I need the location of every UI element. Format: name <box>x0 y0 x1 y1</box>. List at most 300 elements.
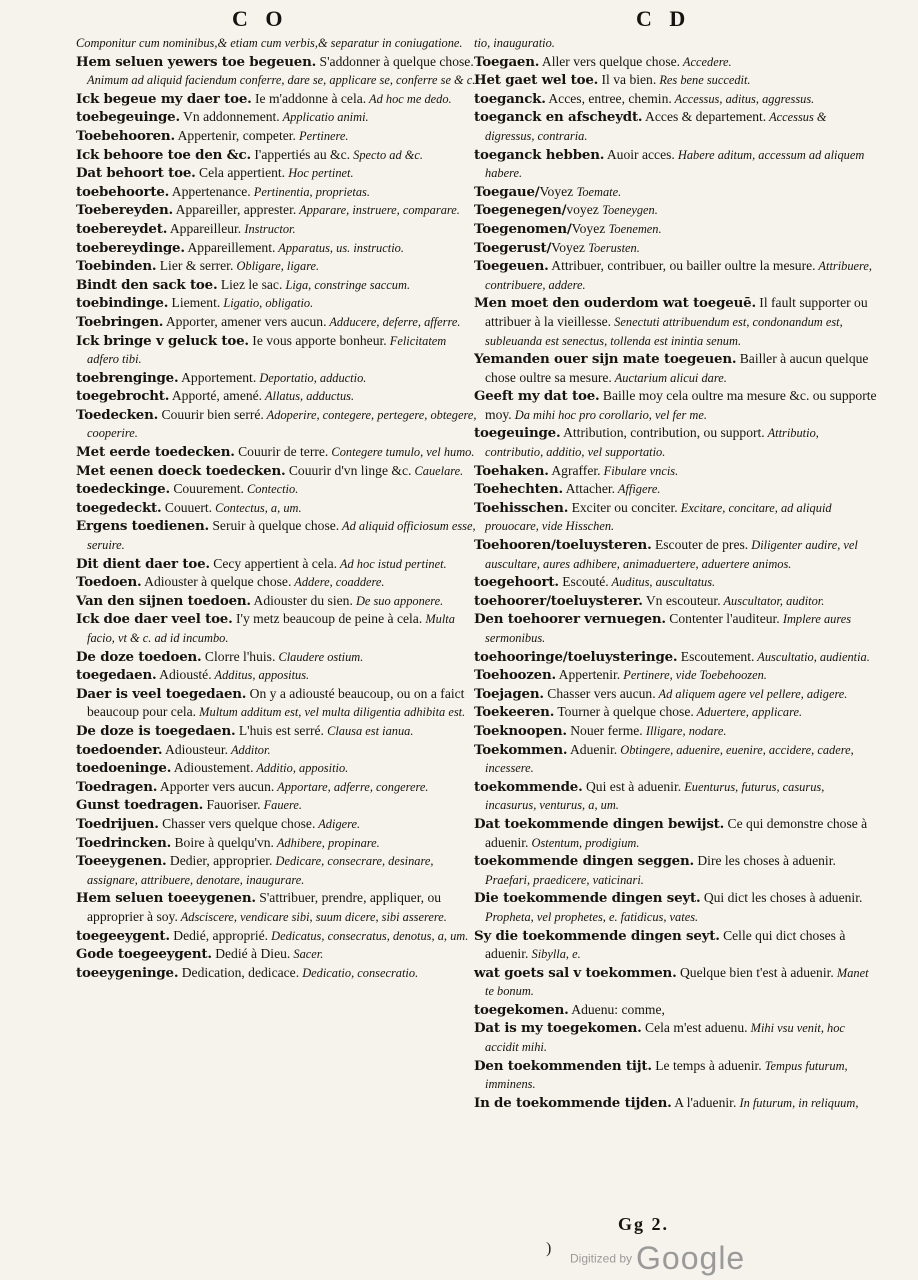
french-gloss: Liement. <box>168 295 221 311</box>
headword: toehoorer/toeluysterer. <box>474 592 643 609</box>
dictionary-entry <box>76 573 480 592</box>
headword: Daer is veel toegedaen. <box>76 685 247 702</box>
latin-gloss: Diligenter audire, vel auscultare, aures adhibere, animaduertere, aduertere animos. <box>485 538 858 571</box>
french-gloss: Vn addonnement. <box>179 109 280 125</box>
french-gloss: Quelque bien t'est à aduenir. <box>676 964 834 980</box>
dictionary-entry <box>474 927 878 964</box>
french-gloss: Ce qui demonstre chose à aduenir. <box>485 815 868 850</box>
dictionary-entry <box>76 34 480 53</box>
french-gloss: Adioustement. <box>171 760 254 776</box>
french-gloss: Appareillement. <box>184 239 276 255</box>
headword: toedoeninge. <box>76 760 172 777</box>
headword: Toehoozen. <box>474 667 556 684</box>
signature-mark: Gg 2. <box>618 1214 670 1234</box>
dictionary-entry <box>76 443 480 462</box>
headword: toegeuinge. <box>474 425 561 442</box>
latin-gloss: Dedicatio, consecratio. <box>299 965 419 980</box>
headword: Dat is my toegekomen. <box>474 1020 642 1037</box>
dictionary-entry <box>474 294 878 350</box>
french-gloss: Cecy appertient à cela. <box>209 555 338 571</box>
right-column <box>474 34 878 1112</box>
latin-gloss: Fibulare vncis. <box>600 463 679 478</box>
headword: De doze toedoen. <box>76 648 202 665</box>
latin-gloss: Apportare, adferre, congerere. <box>274 779 429 794</box>
headword: Met eenen doeck toedecken. <box>76 462 286 479</box>
headword: toekommende dingen seggen. <box>474 853 694 870</box>
dictionary-entry <box>76 517 480 554</box>
headword: Ick doe daer veel toe. <box>76 611 233 628</box>
digitized-watermark <box>570 1240 745 1277</box>
dictionary-entry <box>474 480 878 499</box>
latin-gloss: Illigare, nodare. <box>642 723 727 738</box>
latin-gloss: Adhibere, propinare. <box>273 835 380 850</box>
headword: Toebinden. <box>76 258 157 275</box>
headword: Toegerust/ <box>474 239 552 256</box>
french-gloss: Acces & departement. <box>642 109 767 125</box>
french-gloss: S'attribuer, prendre, appliquer, ou approprier à soy. <box>87 890 442 924</box>
dictionary-entry <box>474 350 878 387</box>
dictionary-entry <box>76 852 480 889</box>
dictionary-entry <box>76 889 480 926</box>
french-gloss: Contenter l'auditeur. <box>665 611 780 627</box>
latin-gloss: Tempus futurum, imminens. <box>485 1058 848 1092</box>
watermark-logo: Google <box>636 1240 746 1276</box>
latin-gloss: Attribuere, contribuere, addere. <box>485 259 873 292</box>
dictionary-entry <box>474 964 878 1001</box>
latin-gloss: De suo apponere. <box>352 593 444 608</box>
headword: Ick behoore toe den &c. <box>76 146 251 163</box>
latin-gloss: Felicitatem adfero tibi. <box>87 333 447 367</box>
latin-gloss: Contectus, a, um. <box>212 500 302 515</box>
headword: Toehaken. <box>474 462 549 479</box>
latin-gloss: Liga, constringe saccum. <box>282 277 411 292</box>
headword: De doze is toegedaen. <box>76 722 236 739</box>
french-gloss: Appareilleur. <box>167 220 242 236</box>
latin-gloss: Auscultatio, audientia. <box>754 649 870 664</box>
french-gloss: Apporter, amener vers aucun. <box>163 313 327 329</box>
dictionary-entry <box>76 722 480 741</box>
headword: toegehoort. <box>474 574 559 591</box>
headword: wat goets sal v toekommen. <box>474 964 677 981</box>
dictionary-entry <box>474 648 878 667</box>
dictionary-entry <box>76 146 480 165</box>
latin-gloss: Adigere. <box>315 816 361 831</box>
dictionary-entry <box>76 201 480 220</box>
headword: Geeft my dat toe. <box>474 388 600 405</box>
french-gloss: Liez le sac. <box>217 276 283 292</box>
latin-gloss: Auditus, auscultatus. <box>608 575 716 590</box>
french-gloss: Dedication, dedicace. <box>178 964 300 980</box>
headword: Toeknoopen. <box>474 722 567 739</box>
french-gloss: Aller vers quelque chose. <box>539 53 681 69</box>
headword: Ick begeue my daer toe. <box>76 90 252 107</box>
latin-gloss: Fauere. <box>260 798 303 813</box>
dictionary-entry <box>474 387 878 424</box>
french-gloss: Attribuer, contribuer, ou bailler oultre la mesure. <box>548 258 816 274</box>
french-gloss: Seruir à quelque chose. <box>208 518 340 534</box>
dictionary-entry <box>76 183 480 202</box>
dictionary-entry <box>76 387 480 406</box>
latin-gloss: Adoperire, contegere, pertegere, obtegere, cooperire. <box>87 407 477 441</box>
dictionary-entry <box>76 741 480 760</box>
headword: toehooringe/toeluysteringe. <box>474 648 678 665</box>
french-gloss: Le temps à aduenir. <box>651 1057 762 1073</box>
dictionary-entry <box>474 239 878 258</box>
latin-gloss: Accedere. <box>680 54 732 69</box>
headword: Toeeygenen. <box>76 853 167 870</box>
latin-gloss: Accessus, aditus, aggressus. <box>671 91 815 106</box>
latin-gloss: Hoc pertinet. <box>285 166 354 181</box>
french-gloss: Apporté, amené. <box>169 388 263 404</box>
headword: toebehoorte. <box>76 183 170 200</box>
dictionary-entry <box>76 480 480 499</box>
latin-gloss: Ad hoc istud pertinet. <box>337 556 447 571</box>
dictionary-entry <box>474 666 878 685</box>
latin-gloss: Propheta, vel prophetes, e. fatidicus, vates. <box>485 909 699 924</box>
french-gloss: Bailler à aucun quelque chose oultre sa mesure. <box>485 351 869 385</box>
french-gloss: A l'aduenir. <box>671 1094 737 1110</box>
dictionary-entry <box>474 90 878 109</box>
french-gloss: Voyez <box>539 183 577 199</box>
latin-gloss: Additio, appositio. <box>253 761 349 776</box>
dictionary-entry <box>474 1001 878 1020</box>
headword: Toehisschen. <box>474 499 569 516</box>
headword: Ergens toedienen. <box>76 518 209 535</box>
latin-gloss: Ad aliquem agere vel pellere, adigere. <box>655 686 848 701</box>
headword: Ick bringe v geluck toe. <box>76 332 249 349</box>
dictionary-entry <box>474 146 878 183</box>
french-gloss: I'appertiés au &c. <box>250 146 351 162</box>
page-header-right: C D <box>636 6 692 31</box>
french-gloss: Fauoriser. <box>203 797 261 813</box>
latin-gloss: Excitare, concitare, ad aliquid prouocare, vide Hisschen. <box>485 500 832 534</box>
latin-gloss: Specto ad &c. <box>350 147 423 162</box>
dictionary-entry <box>76 834 480 853</box>
french-gloss: Acces, entree, chemin. <box>545 90 672 106</box>
french-gloss: Escouté. <box>558 574 609 590</box>
page-header-left: C O <box>232 6 289 31</box>
french-gloss: Voyez <box>571 220 609 236</box>
french-gloss: Agraffer. <box>548 462 601 478</box>
headword: Toedrijuen. <box>76 815 159 832</box>
headword: Sy die toekommende dingen seyt. <box>474 927 720 944</box>
dictionary-entry <box>76 610 480 647</box>
french-gloss: Adiouster du sien. <box>250 592 353 608</box>
watermark-small-text: Digitized by <box>570 1251 633 1266</box>
french-gloss: Couurir de terre. <box>234 444 329 460</box>
french-gloss: Il fault supporter ou attribuer à la vieillesse. <box>485 295 868 329</box>
latin-gloss: Habere aditum, accessum ad aliquem habere. <box>485 147 865 181</box>
dictionary-entry <box>76 108 480 127</box>
latin-gloss: Euenturus, futurus, casurus, incasurus, venturus, a, um. <box>485 779 825 813</box>
latin-gloss: Aduertere, applicare. <box>693 705 803 720</box>
latin-gloss: Allatus, adductus. <box>262 389 355 404</box>
latin-gloss: Pertinere, vide Toebehoozen. <box>620 668 767 683</box>
headword: toebegeuinge. <box>76 109 180 126</box>
dictionary-entry <box>76 555 480 574</box>
dictionary-entry <box>474 53 878 72</box>
latin-gloss: Applicatio animi. <box>279 110 369 125</box>
dictionary-entry <box>76 127 480 146</box>
headword: Hem seluen toeeygenen. <box>76 890 256 907</box>
french-gloss: Appareiller, apprester. <box>173 202 297 218</box>
headword: Toegenomen/ <box>474 220 572 237</box>
french-gloss: Couurement. <box>169 481 244 497</box>
latin-gloss: Dedicare, consecrare, desinare, assignare, attribuere, denotare, inaugurare. <box>87 854 434 887</box>
latin-gloss: Auctarium alicui dare. <box>611 370 727 385</box>
french-gloss: Escoutement. <box>677 648 755 664</box>
dictionary-entry <box>474 815 878 852</box>
dictionary-entry <box>474 34 878 53</box>
headword: Gode toegeeygent. <box>76 946 212 963</box>
dictionary-entry <box>474 536 878 573</box>
latin-gloss: Ad aliquid officiosum esse, seruire. <box>87 519 476 553</box>
dictionary-entry <box>474 889 878 926</box>
latin-gloss: Claudere ostium. <box>275 649 364 664</box>
headword: toebrenginge. <box>76 369 179 386</box>
latin-gloss: Instructor. <box>241 221 296 236</box>
latin-gloss: Implere aures sermonibus. <box>485 612 852 645</box>
headword: In de toekommende tijden. <box>474 1094 672 1111</box>
french-gloss: Dedié à Dieu. <box>211 946 291 962</box>
dictionary-entry <box>474 592 878 611</box>
dictionary-entry <box>474 722 878 741</box>
headword: toegekomen. <box>474 1001 569 1018</box>
dictionary-entry <box>76 276 480 295</box>
headword: Gunst toedragen. <box>76 797 204 814</box>
french-gloss: voyez <box>566 202 603 218</box>
dictionary-entry <box>76 778 480 797</box>
latin-gloss: Mihi vsu venit, hoc accidit mihi. <box>485 1021 845 1055</box>
headword: Toehooren/toeluysteren. <box>474 537 652 554</box>
left-column <box>76 34 480 982</box>
dictionary-entry <box>76 759 480 778</box>
dictionary-entry <box>76 90 480 109</box>
latin-gloss: Res bene succedit. <box>656 73 751 88</box>
dictionary-entry <box>474 1094 878 1113</box>
dictionary-entry <box>76 164 480 183</box>
headword: toebindinge. <box>76 295 169 312</box>
latin-gloss: Componitur cum nominibus,& etiam cum verbis,& separatur in coniugatione. <box>76 36 463 50</box>
headword: Toedragen. <box>76 778 158 795</box>
french-gloss: Qui dict les choses à aduenir. <box>700 890 863 906</box>
headword: Yemanden ouer sijn mate toegeuen. <box>474 351 737 368</box>
dictionary-entry <box>474 220 878 239</box>
headword: Met eerde toedecken. <box>76 444 235 461</box>
headword: toegedaen. <box>76 667 157 684</box>
latin-gloss: Sacer. <box>290 947 324 962</box>
dictionary-entry <box>76 220 480 239</box>
latin-gloss: Additor. <box>228 742 271 757</box>
headword: Toedoen. <box>76 574 142 591</box>
headword: Hem seluen yewers toe begeuen. <box>76 53 317 70</box>
headword: Toekommen. <box>474 741 568 758</box>
french-gloss: I'y metz beaucoup de peine à cela. <box>232 611 423 627</box>
headword: Toebehooren. <box>76 127 175 144</box>
latin-gloss: Affigere. <box>615 482 661 497</box>
french-gloss: Chasser vers quelque chose. <box>158 815 316 831</box>
headword: toeganck. <box>474 90 546 107</box>
latin-gloss: Dedicatus, consecratus, denotus, a, um. <box>268 928 469 943</box>
latin-gloss: Auscultator, auditor. <box>720 593 825 608</box>
headword: Het gaet wel toe. <box>474 72 599 89</box>
latin-gloss: Da mihi hoc pro corollario, vel fer me. <box>511 407 707 422</box>
headword: Toegeuen. <box>474 258 549 275</box>
dictionary-entry <box>474 610 878 647</box>
french-gloss: Ie m'addonne à cela. <box>251 90 367 106</box>
dictionary-entry <box>474 462 878 481</box>
french-gloss: Chasser vers aucun. <box>543 685 656 701</box>
headword: Toebereyden. <box>76 202 173 219</box>
french-gloss: Clorre l'huis. <box>201 648 276 664</box>
french-gloss: Couuert. <box>161 499 213 515</box>
latin-gloss: Multum additum est, vel multa diligentia adhibita est. <box>196 705 466 720</box>
latin-gloss: Multa facio, vt & c. ad id incumbo. <box>87 612 455 645</box>
headword: Van den sijnen toedoen. <box>76 592 251 609</box>
latin-gloss: Additus, appositus. <box>211 668 310 683</box>
dictionary-entry <box>76 239 480 258</box>
french-gloss: Adiouster à quelque chose. <box>141 574 292 590</box>
dictionary-entry <box>474 573 878 592</box>
latin-gloss: Accessus & digressus, contraria. <box>485 110 827 143</box>
french-gloss: Tourner à quelque chose. <box>554 704 694 720</box>
french-gloss: L'huis est serré. <box>235 722 324 738</box>
latin-gloss: Apparatus, us. instructio. <box>275 240 404 255</box>
latin-gloss: Addere, coaddere. <box>291 575 385 590</box>
headword: Toegenegen/ <box>474 202 567 219</box>
latin-gloss: Contectio. <box>243 482 299 497</box>
french-gloss: Appertenir. <box>556 667 621 683</box>
latin-gloss: Pertinere. <box>295 128 349 143</box>
french-gloss: Exciter ou conciter. <box>568 499 678 515</box>
dictionary-entry <box>76 666 480 685</box>
latin-gloss: Adsciscere, vendicare sibi, suum dicere, sibi asserere. <box>177 909 447 924</box>
headword: Toebringen. <box>76 313 164 330</box>
dictionary-entry <box>76 945 480 964</box>
french-gloss: Apporter vers aucun. <box>157 778 275 794</box>
headword: toebereydinge. <box>76 239 185 256</box>
french-gloss: On y a adiousté beaucoup, ou on a faict beaucoup pour cela. <box>87 685 465 720</box>
headword: toeeygeninge. <box>76 964 179 981</box>
dictionary-entry <box>76 815 480 834</box>
latin-gloss: tio, inauguratio. <box>474 36 555 50</box>
headword: Dat behoort toe. <box>76 165 196 182</box>
french-gloss: Adiousteur. <box>162 741 229 757</box>
french-gloss: Qui est à aduenir. <box>582 778 682 794</box>
french-gloss: Couurir bien serré. <box>158 406 264 422</box>
latin-gloss: Apparare, instruere, comparare. <box>296 203 460 218</box>
latin-gloss: Obtingere, aduenire, euenire, accidere, cadere, incessere. <box>485 742 854 776</box>
french-gloss: Appertenir, competer. <box>174 127 296 143</box>
headword: Toegaue/ <box>474 183 540 200</box>
french-gloss: Voyez <box>551 239 589 255</box>
dictionary-entry <box>474 1019 878 1056</box>
latin-gloss: In futurum, in reliquum, <box>736 1095 859 1110</box>
headword: Toegaen. <box>474 53 540 70</box>
dictionary-entry <box>76 927 480 946</box>
french-gloss: Escouter de pres. <box>651 537 749 553</box>
dictionary-entry <box>76 685 480 722</box>
latin-gloss: Obligare, ligare. <box>233 259 320 274</box>
dictionary-entry <box>474 852 878 889</box>
latin-gloss: Clausa est ianua. <box>323 723 414 738</box>
headword: Dit dient daer toe. <box>76 555 210 572</box>
dictionary-entry <box>474 1057 878 1094</box>
margin-mark: ) <box>546 1240 552 1257</box>
french-gloss: Baille moy cela oultre ma mesure &c. ou supporte moy. <box>485 388 877 422</box>
headword: toeganck hebben. <box>474 146 605 163</box>
dictionary-entry <box>76 257 480 276</box>
french-gloss: Il va bien. <box>598 72 657 88</box>
latin-gloss: Praefari, praedicere, vaticinari. <box>485 872 644 887</box>
latin-gloss: Ligatio, obligatio. <box>220 296 314 311</box>
french-gloss: Boire à quelqu'vn. <box>171 834 274 850</box>
french-gloss: Cela m'est aduenu. <box>641 1020 748 1036</box>
latin-gloss: Adducere, deferre, afferre. <box>326 314 461 329</box>
headword: Die toekommende dingen seyt. <box>474 890 701 907</box>
dictionary-entry <box>474 108 878 145</box>
latin-gloss: Deportatio, adductio. <box>256 370 367 385</box>
french-gloss: Attacher. <box>562 481 616 497</box>
dictionary-entry <box>76 592 480 611</box>
french-gloss: Lier & serrer. <box>156 258 234 274</box>
headword: Dat toekommende dingen bewijst. <box>474 815 725 832</box>
dictionary-entry <box>76 964 480 983</box>
latin-gloss: Toerusten. <box>588 240 640 255</box>
dictionary-entry <box>474 703 878 722</box>
headword: toegebrocht. <box>76 388 170 405</box>
latin-gloss: Toemate. <box>576 184 622 199</box>
headword: Men moet den ouderdom wat toegeuē. <box>474 295 756 312</box>
headword: toekommende. <box>474 778 583 795</box>
headword: Toejagen. <box>474 685 544 702</box>
dictionary-entry <box>474 201 878 220</box>
headword: Toedrincken. <box>76 834 172 851</box>
dictionary-entry <box>76 499 480 518</box>
dictionary-entry <box>474 741 878 778</box>
french-gloss: Dire les choses à aduenir. <box>693 853 836 869</box>
french-gloss: Celle qui dict choses à aduenir. <box>485 927 846 962</box>
headword: toegedeckt. <box>76 499 162 516</box>
latin-gloss: Pertinentia, proprietas. <box>250 184 370 199</box>
dictionary-entry <box>76 796 480 815</box>
latin-gloss: Toeneygen. <box>602 203 658 218</box>
dictionary-entry <box>474 778 878 815</box>
latin-gloss: Attributio, contributio, additio, vel supportatio. <box>485 426 819 460</box>
headword: toedoender. <box>76 741 163 758</box>
dictionary-entry <box>474 685 878 704</box>
french-gloss: Adiousté. <box>156 667 212 683</box>
dictionary-entry <box>474 257 878 294</box>
french-gloss: Dedié, approprié. <box>169 927 269 943</box>
dictionary-entry <box>474 183 878 202</box>
french-gloss: Apportement. <box>178 369 257 385</box>
french-gloss: Dedier, approprier. <box>166 853 273 869</box>
french-gloss: Aduenir. <box>567 741 618 757</box>
dictionary-entry <box>76 648 480 667</box>
headword: toegeeygent. <box>76 927 170 944</box>
headword: Toedecken. <box>76 406 159 423</box>
headword: toebereydet. <box>76 220 168 237</box>
dictionary-entry <box>474 424 878 461</box>
dictionary-entry <box>474 71 878 90</box>
headword: toedeckinge. <box>76 481 170 498</box>
dictionary-entry <box>76 462 480 481</box>
latin-gloss: Ostentum, prodigium. <box>528 835 640 850</box>
dictionary-entry <box>76 406 480 443</box>
latin-gloss: Sibylla, e. <box>528 947 581 962</box>
dictionary-entry <box>474 499 878 536</box>
